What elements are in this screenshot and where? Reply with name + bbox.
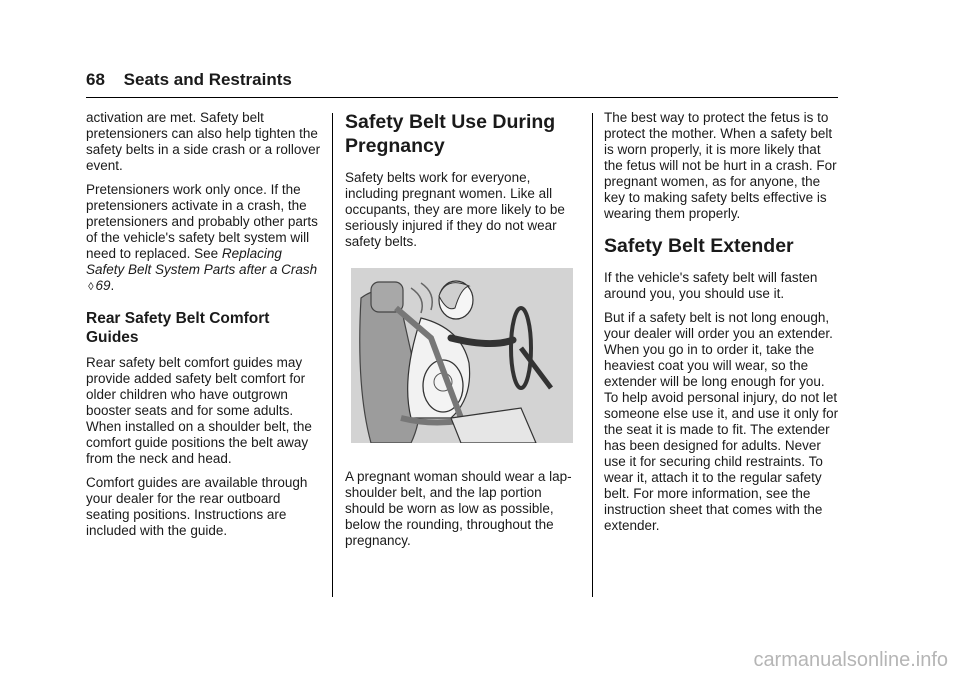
watermark: carmanualsonline.info [753,649,948,671]
column-3 [604,110,840,542]
paragraph: Comfort guides are available through your dealer for the rear outboard seating positions. Instructions are included with the guide. [86,475,308,538]
cross-reference-link[interactable]: Replacing Safety Belt System Parts after a Crash ◊ 69 [86,246,318,293]
paragraph: Pretensioners work only once. If the pretensioners activate in a crash, the pretensioners and probably other parts of the vehicle's safety belt system will need to replaced. See Replacing Safety Belt System Parts after a Crash ◊ 69. [86,182,318,293]
paragraph: Safety belts work for everyone, including pregnant women. Like all occupants, they are more likely to be seriously injured if they do not wear safety belts. [345,170,565,249]
header-rule [86,97,838,98]
paragraph: A pregnant woman should wear a lap-shoulder belt, and the lap portion should be worn as low as possible, below the rounding, throughout the pregnancy. [345,469,572,548]
paragraph: The best way to protect the fetus is to protect the mother. When a safety belt is worn properly, it is more likely that the fetus will not be hurt in a crash. For pregnant women, as for anyone, the key to making safety belts effective is wearing them properly. [604,110,837,221]
page-ref-icon: ◊ [88,281,94,293]
section-heading: Safety Belt Extender [604,235,794,257]
column-1 [86,110,322,547]
paragraph: But if a safety belt is not long enough, your dealer will order you an extender. When you go in to order it, take the heaviest coat you will wear, so the extender will be long enough for you. To help avoid personal injury, do not let someone else use it, and use it only for the seat it is made to fit. The extender has been designed for adults. Never use it for securing child restraints. To wear it, attach it to the regular safety belt. For more information, see the instruction sheet that comes with the extender. [604,310,839,533]
column-divider-1 [332,113,333,597]
paragraph: Rear safety belt comfort guides may provide added safety belt comfort for older children who have outgrown booster seats and for some adults. When installed on a shoulder belt, the comfort guide positions the belt away from the neck and head. [86,355,312,466]
subheading: Rear Safety Belt Comfort Guides [86,310,270,346]
page-header [86,70,292,90]
section-title: Seats and Restraints [123,70,292,89]
page-number: 68 [86,70,105,89]
column-divider-2 [592,113,593,597]
column-2 [345,110,581,557]
pregnant-driver-illustration [351,268,573,443]
paragraph: activation are met. Safety belt pretensioners can also help tighten the safety belts in a side crash or a rollover event. [86,110,321,173]
section-heading: Safety Belt Use During Pregnancy [345,111,556,157]
paragraph: If the vehicle's safety belt will fasten around you, you should use it. [604,270,818,301]
